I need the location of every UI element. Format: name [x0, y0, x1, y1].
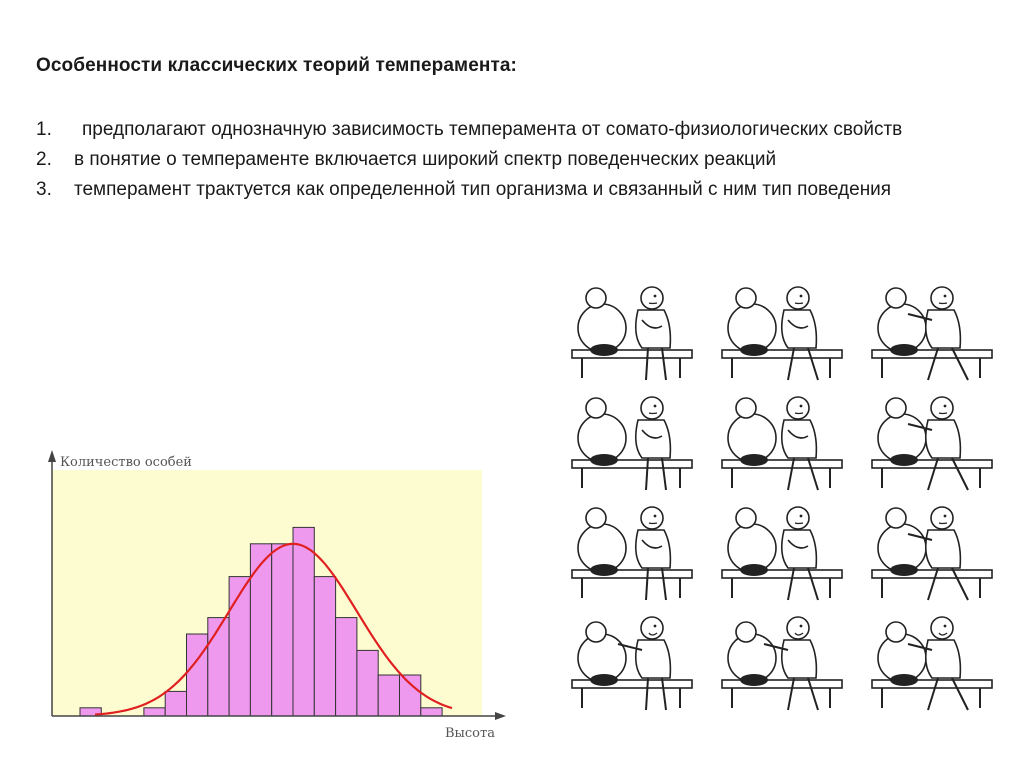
- figure-head: [787, 617, 809, 639]
- histogram-bar: [421, 708, 442, 716]
- histogram-bar: [144, 708, 165, 716]
- bench: [872, 570, 992, 578]
- figure-head: [886, 622, 906, 642]
- histogram-bar: [187, 634, 208, 716]
- bench: [872, 350, 992, 358]
- histogram-bar: [378, 675, 399, 716]
- temperaments-cartoon: [560, 280, 1010, 720]
- cartoon-panel: [722, 507, 842, 600]
- figure-body: [926, 310, 961, 348]
- figure-head: [586, 622, 606, 642]
- cartoon-panel: [872, 617, 992, 710]
- figure-head: [886, 288, 906, 308]
- y-axis-label: Количество особей: [60, 455, 192, 470]
- histogram-bar: [250, 544, 271, 716]
- slide-title: Особенности классических теорий темперамента:: [36, 55, 517, 76]
- figure-body: [782, 640, 817, 678]
- height-histogram: [40, 450, 510, 750]
- x-axis-label: Высота: [445, 726, 495, 741]
- histogram-bar: [400, 675, 421, 716]
- figure-head: [736, 508, 756, 528]
- list-item-text: в понятие о темпераменте включается широкий спектр поведенческих реакций: [74, 149, 777, 170]
- figure-body: [926, 530, 961, 568]
- cartoon-panel: [722, 617, 842, 710]
- list-item: [36, 145, 996, 175]
- list-item-text: предполагают однозначную зависимость темперамента от сомато-физиологических свойств: [82, 119, 903, 140]
- cartoon-panel: [572, 507, 692, 600]
- cartoon-panel: [572, 287, 692, 380]
- figure-head: [586, 398, 606, 418]
- figure-head: [641, 287, 663, 309]
- histogram-bar: [336, 618, 357, 716]
- figure-body: [782, 420, 817, 458]
- histogram-bar: [229, 577, 250, 716]
- bench: [572, 460, 692, 468]
- figure-head: [641, 397, 663, 419]
- figure-body: [926, 420, 961, 458]
- figure-head: [787, 287, 809, 309]
- figure-head: [787, 397, 809, 419]
- list-item-text: темперамент трактуется как определенной тип организма и связанный с ним тип поведения: [74, 179, 892, 200]
- histogram-bar: [293, 527, 314, 716]
- cartoon-panel: [722, 287, 842, 380]
- bench: [572, 570, 692, 578]
- bench: [572, 680, 692, 688]
- histogram-bar: [272, 544, 293, 716]
- figure-body: [782, 310, 817, 348]
- list-item: [36, 175, 996, 205]
- figure-head: [736, 398, 756, 418]
- bench: [722, 570, 842, 578]
- histogram-bar: [208, 618, 229, 716]
- histogram-bar: [165, 691, 186, 716]
- bench: [722, 460, 842, 468]
- cartoon-panel: [872, 397, 992, 490]
- figure-head: [931, 617, 953, 639]
- bench: [572, 350, 692, 358]
- list-item-number: 2.: [36, 149, 52, 170]
- figure-head: [931, 507, 953, 529]
- cartoon-panel: [572, 397, 692, 490]
- figure-body: [782, 530, 817, 568]
- figure-head: [787, 507, 809, 529]
- figure-head: [931, 287, 953, 309]
- figure-body: [636, 310, 671, 348]
- figure-head: [886, 508, 906, 528]
- x-axis-arrow: [495, 712, 506, 720]
- list-item-number: 3.: [36, 179, 52, 200]
- figure-body: [926, 640, 961, 678]
- feature-list: [36, 115, 996, 205]
- list-item-number: 1.: [36, 119, 52, 140]
- figure-head: [886, 398, 906, 418]
- figure-head: [586, 508, 606, 528]
- bench: [872, 680, 992, 688]
- bench: [722, 680, 842, 688]
- figure-body: [636, 640, 671, 678]
- figure-head: [641, 617, 663, 639]
- figure-head: [736, 288, 756, 308]
- figure-body: [636, 420, 671, 458]
- figure-head: [931, 397, 953, 419]
- figure-body: [636, 530, 671, 568]
- list-item: [36, 115, 996, 145]
- figure-head: [641, 507, 663, 529]
- histogram-bar: [357, 650, 378, 716]
- figure-head: [736, 622, 756, 642]
- cartoon-panel: [872, 507, 992, 600]
- figure-head: [586, 288, 606, 308]
- histogram-bar: [314, 577, 335, 716]
- bench: [722, 350, 842, 358]
- bench: [872, 460, 992, 468]
- y-axis-arrow: [48, 450, 56, 462]
- cartoon-panel: [872, 287, 992, 380]
- cartoon-panel: [572, 617, 692, 710]
- cartoon-panel: [722, 397, 842, 490]
